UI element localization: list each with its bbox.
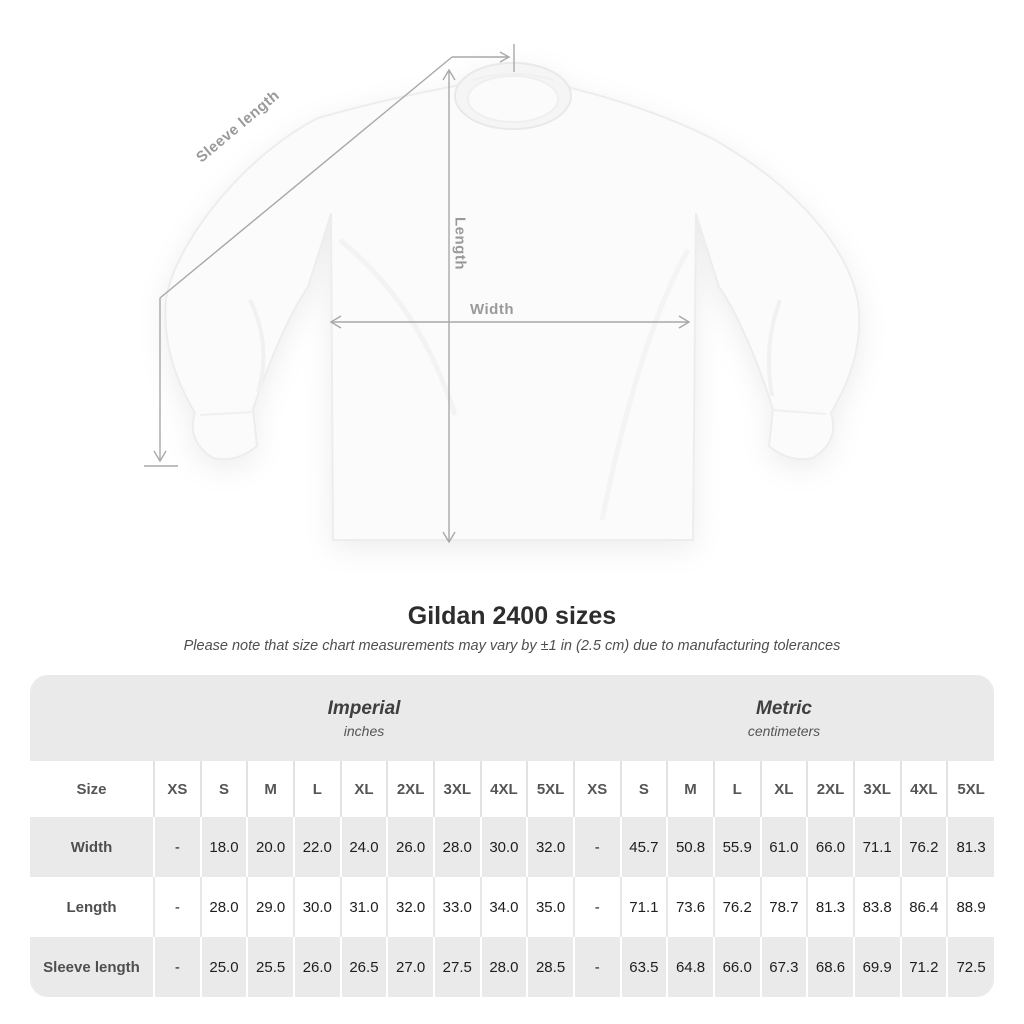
size-header-cell: S [201,761,248,817]
size-header-cell: M [667,761,714,817]
size-header-cell: 4XL [481,761,528,817]
metric-unit-label: centimeters [747,722,821,739]
size-header-cell: XL [761,761,808,817]
table-cell: 83.8 [854,877,901,937]
size-table [30,761,994,997]
table-cell: 73.6 [667,877,714,937]
size-header-row [30,761,994,817]
page-subtitle: Please note that size chart measurements may vary by ±1 in (2.5 cm) due to manufacturing tolerances [183,638,841,654]
table-cell: 66.0 [807,817,854,877]
table-cell: 68.6 [807,937,854,997]
width-label: Width [469,301,514,318]
table-cell: 34.0 [481,877,528,937]
table-cell: - [154,877,201,937]
table-cell: 30.0 [481,817,528,877]
size-header-cell: M [247,761,294,817]
size-chart [30,675,994,997]
size-header-cell: XS [154,761,201,817]
table-cell: 20.0 [247,817,294,877]
table-cell: 25.0 [201,937,248,997]
table-cell: 32.0 [527,817,574,877]
table-cell: 61.0 [761,817,808,877]
table-cell: 28.0 [481,937,528,997]
size-header-cell: 3XL [434,761,481,817]
table-cell: 66.0 [714,937,761,997]
size-header-cell: 2XL [387,761,434,817]
size-header-cell: L [714,761,761,817]
table-cell: 64.8 [667,937,714,997]
size-corner-header: Size [76,780,107,798]
table-cell: 67.3 [761,937,808,997]
table-cell: 26.5 [341,937,388,997]
row-label: Width [70,838,113,856]
size-header-cell: L [294,761,341,817]
collar-inner [468,76,558,122]
table-cell: 28.5 [527,937,574,997]
table-cell: 31.0 [341,877,388,937]
size-header-cell: 2XL [807,761,854,817]
table-cell: 71.1 [854,817,901,877]
table-cell: 26.0 [294,937,341,997]
table-cell: - [574,937,621,997]
table-cell: 76.2 [901,817,948,877]
table-cell: 32.0 [387,877,434,937]
size-header-cell: XL [341,761,388,817]
units-band [30,675,994,761]
table-cell: 28.0 [434,817,481,877]
table-cell: 81.3 [807,877,854,937]
table-cell: 86.4 [901,877,948,937]
table-cell: 78.7 [761,877,808,937]
table-cell: 63.5 [621,937,668,997]
metric-group-header [574,675,994,761]
table-cell: 35.0 [527,877,574,937]
size-header-cell: XS [574,761,621,817]
size-table-body [30,817,994,997]
sleeve-length-label: Sleeve length [193,86,283,167]
table-row [30,937,994,997]
table-cell: - [574,817,621,877]
table-cell: 71.1 [621,877,668,937]
row-label: Length [66,898,117,916]
table-cell: - [154,937,201,997]
table-cell: 24.0 [341,817,388,877]
table-row [30,817,994,877]
size-header-cell: 5XL [947,761,994,817]
table-cell: 27.0 [387,937,434,997]
length-label: Length [451,217,469,270]
imperial-group-header [154,675,574,761]
table-cell: 81.3 [947,817,994,877]
table-cell: 69.9 [854,937,901,997]
table-cell: 25.5 [247,937,294,997]
table-cell: 29.0 [247,877,294,937]
table-cell: 30.0 [294,877,341,937]
table-cell: 28.0 [201,877,248,937]
table-cell: - [154,817,201,877]
table-cell: 76.2 [714,877,761,937]
size-header-cell: 4XL [901,761,948,817]
table-cell: 26.0 [387,817,434,877]
table-row [30,877,994,937]
table-cell: 18.0 [201,817,248,877]
units-band-spacer [30,675,154,761]
table-cell: 33.0 [434,877,481,937]
table-cell: 50.8 [667,817,714,877]
table-cell: 45.7 [621,817,668,877]
metric-label: Metric [756,697,812,719]
page-title: Gildan 2400 sizes [407,602,617,630]
size-header-cell: 3XL [854,761,901,817]
table-cell: - [574,877,621,937]
size-header-cell: 5XL [527,761,574,817]
table-cell: 88.9 [947,877,994,937]
imperial-label: Imperial [327,697,401,719]
table-cell: 72.5 [947,937,994,997]
row-label: Sleeve length [43,958,140,976]
size-header-cell: S [621,761,668,817]
table-cell: 27.5 [434,937,481,997]
table-cell: 55.9 [714,817,761,877]
imperial-unit-label: inches [343,722,385,739]
table-cell: 71.2 [901,937,948,997]
table-cell: 22.0 [294,817,341,877]
